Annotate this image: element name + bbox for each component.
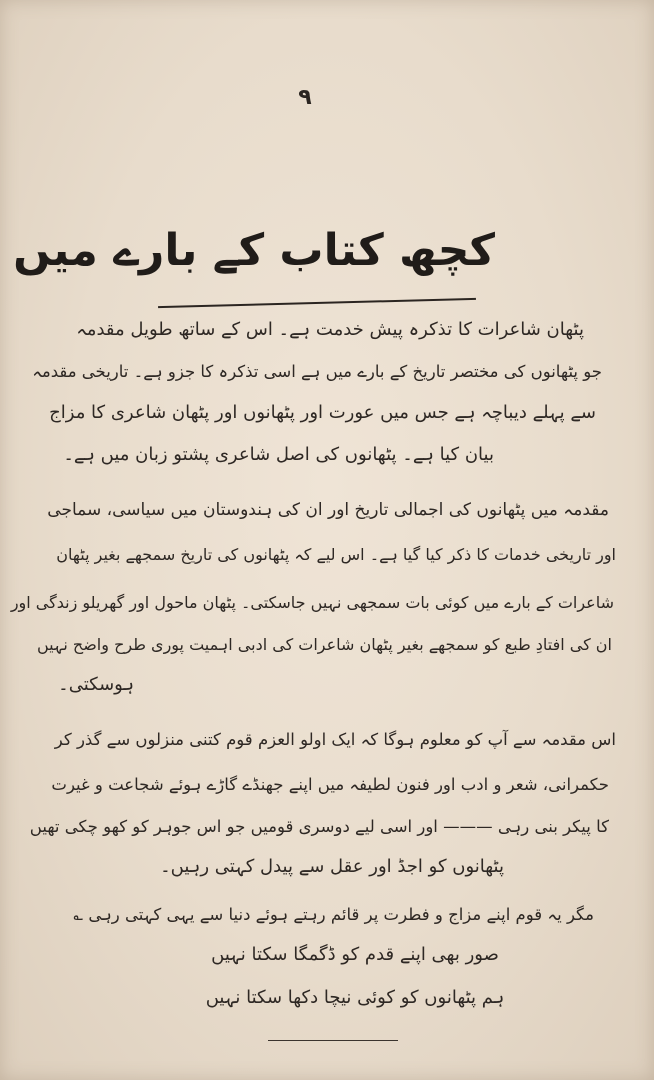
paragraph-3-line-2: حکمرانی، شعر و ادب اور فنون لطیفہ میں اپنے جھنڈے گاڑے ہوئے شجاعت و غیرت — [51, 775, 609, 794]
verse-line-2: ہم پٹھانوں کو کوئی نیچا دکھا سکتا نہیں — [205, 987, 505, 1008]
paragraph-3-line-3: کا پیکر بنی رہی ——— اور اسی لیے دوسری قومیں جو اس جوہر کو کھو چکی تھیں — [29, 817, 609, 836]
paragraph-2-line-1: مقدمہ میں پٹھانوں کی اجمالی تاریخ اور ان کی ہندوستان میں سیاسی، سماجی — [47, 500, 609, 520]
end-divider — [268, 1040, 398, 1041]
closing-line: مگر یہ قوم اپنے مزاج و فطرت پر قائم رہتے ہوئے دنیا سے یہی کہتی رہی ؎ — [73, 905, 594, 924]
paragraph-1-line-3: سے پہلے دیباچہ ہے جس میں عورت اور پٹھانوں اور پٹھان شاعری کا مزاج — [49, 402, 596, 423]
paragraph-2-line-4: ان کی افتادِ طبع کو سمجھے بغیر پٹھان شاعرات کی ادبی اہمیت پوری طرح واضح نہیں — [36, 635, 612, 654]
paragraph-1-line-1: پٹھان شاعرات کا تذکرہ پیش خدمت ہے۔ اس کے ساتھ طویل مقدمہ — [76, 319, 584, 340]
page-number: ۹ — [298, 85, 312, 110]
paragraph-2-line-3: شاعرات کے بارے میں کوئی بات سمجھی نہیں جاسکتی۔ پٹھان ماحول اور گھریلو زندگی اور — [10, 593, 614, 612]
paragraph-1-line-4: بیان کیا ہے۔ پٹھانوں کی اصل شاعری پشتو زبان میں ہے۔ — [63, 444, 494, 465]
verse-line-1: صور بھی اپنے قدم کو ڈگمگا سکتا نہیں — [211, 944, 499, 965]
paragraph-1-line-2: جو پٹھانوں کی مختصر تاریخ کے بارے میں ہے اسی تذکرہ کا جزو ہے۔ تاریخی مقدمہ — [32, 362, 602, 381]
chapter-title: کچھ کتاب کے بارے میں — [13, 225, 495, 276]
paragraph-3-line-4: پٹھانوں کو اجڈ اور عقل سے پیدل کہتی رہیں۔ — [160, 856, 504, 877]
paragraph-3-line-1: اس مقدمہ سے آپ کو معلوم ہوگا کہ ایک اولو العزم قوم کتنی منزلوں سے گذر کر — [54, 730, 616, 749]
title-underline — [158, 298, 476, 308]
paragraph-2-line-5: ہوسکتی۔ — [58, 674, 134, 695]
paragraph-2-line-2: اور تاریخی خدمات کا ذکر کیا گیا ہے۔ اس لیے کہ پٹھانوں کی تاریخ سمجھے بغیر پٹھان — [56, 545, 616, 564]
